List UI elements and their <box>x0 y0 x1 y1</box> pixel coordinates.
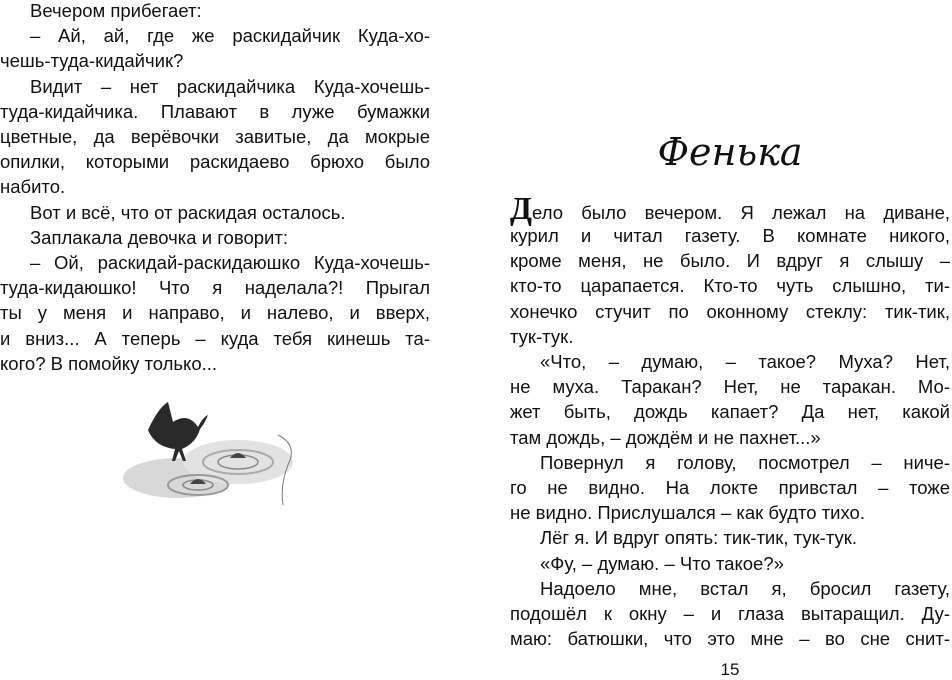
text-line-first <box>510 190 950 226</box>
text-line: курил и читал газету. В комнате никого, <box>510 225 950 246</box>
text-line: там дождь, – дождём и не пахнет...» <box>510 426 821 448</box>
text-line: набито. <box>0 176 66 198</box>
text-line: кроме меня, не было. И вдруг я слышу – <box>510 250 950 272</box>
text-line: Вечером прибегает: <box>30 0 202 21</box>
text-line: хонечко стучит по оконному стеклу: тик-тик, <box>510 300 950 322</box>
text-line: кто-то царапается. Кто-то чуть слышно, ти- <box>510 275 950 297</box>
text-line: опилки, которыми раскидаево брюхо было <box>0 151 430 173</box>
text-line: Лёг я. И вдруг опять: тик-тик, тук-тук. <box>540 527 857 549</box>
drop-cap: Д <box>510 190 533 226</box>
text-line: тук-тук. <box>510 325 574 347</box>
text-line: туда-кидайчика. Плавают в луже бумажки <box>0 100 430 122</box>
text-line: Заплакала девочка и говорит: <box>30 226 288 248</box>
text-line: и вниз... А теперь – куда тебя кинешь та- <box>0 327 430 349</box>
text-line: маю: батюшки, что это мне – во сне снит- <box>510 628 950 650</box>
text-line: ты у меня и направо, и налево, и вверх, <box>0 302 430 324</box>
text-line: жет быть, дождь капает? Да нет, какой <box>510 401 950 423</box>
text-line: подошёл к окну – и глаза вытаращил. Ду- <box>510 603 950 624</box>
text-line: не видно. Прислушался – как будто тихо. <box>510 502 865 524</box>
text-line: – Ай, ай, где же раскидайчик Куда-хо- <box>30 25 430 47</box>
text-line: Повернул я голову, посмотрел – ниче- <box>540 451 950 473</box>
text-line: «Фу, – думаю. – Что такое?» <box>540 552 784 574</box>
first-line-text: ело было вечером. Я лежал на диване, <box>532 202 950 223</box>
text-line: Видит – нет раскидайчика Куда-хочешь- <box>30 75 430 97</box>
text-line: Надоело мне, встал я, бросил газету, <box>540 577 950 599</box>
text-line: – Ой, раскидай-раскидаюшко Куда-хочешь- <box>30 252 430 273</box>
text-line: Вот и всё, что от раскидая осталось. <box>30 201 346 223</box>
crow-in-puddle-illustration <box>118 400 308 505</box>
text-line: не муха. Таракан? Нет, не таракан. Мо- <box>510 376 950 398</box>
text-line: кого? В помойку только... <box>0 352 218 374</box>
chapter-title: Фенька <box>657 130 803 174</box>
text-line: чешь-туда-кидайчик? <box>0 50 184 72</box>
text-line: туда-кидаюшко! Что я наделала?! Прыгал <box>0 277 430 299</box>
text-line: цветные, да верёвочки завитые, да мокрые <box>0 126 430 147</box>
text-line: «Что, – думаю, – такое? Муха? Нет, <box>540 351 950 372</box>
page-number: 15 <box>720 660 740 679</box>
text-line: го не видно. На локте привстал – тоже <box>510 477 950 498</box>
